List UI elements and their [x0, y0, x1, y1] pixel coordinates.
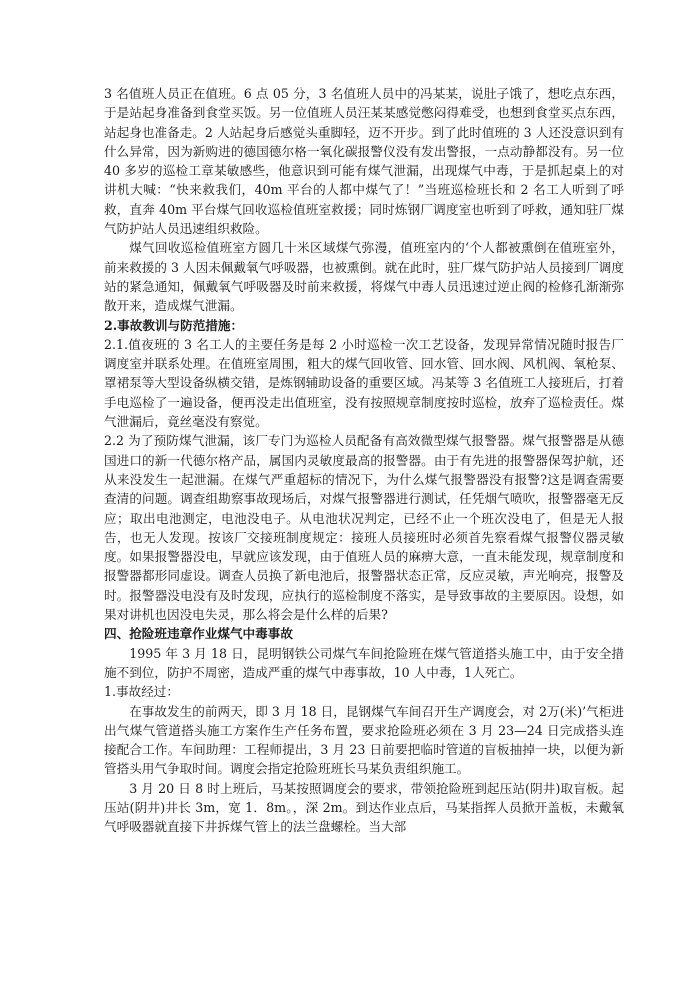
paragraph-dispatch-meeting: 在事故发生的前两天，即 3 月 18 日，昆钢煤气车间召开生产调度会，对 2万(米)’气柜进出气煤气管道搭头施工方案作生产任务布置，要求抢险班必须在 3 月 23—24 日完成搭头连接配合工作。车间助理：工程师提出，3 月 23 日前要把临时管道的盲板抽掉一块，以便为新管搭头用气争取时间。调度会指定抢险班班长马某负责组织施工。	[104, 703, 624, 777]
paragraph-rescue: 煤气回收巡检值班室方圆几十米区域煤气弥漫，值班室内的‘个人都被熏倒在值班室外，前来救援的 3 人因未佩戴氧气呼吸器，也被熏倒。就在此时，驻厂煤气防护站人员接到厂调度站的紧急通知，佩戴氧气呼吸器及时前来救援，将煤气中毒人员迅速过逆止阀的检修孔渐渐弥散开来，造成煤气泄漏。	[104, 240, 624, 314]
section-heading-rescue-team-accident: 四、抢险班违章作业煤气中毒事故	[104, 626, 293, 642]
paragraph-incident-narrative: 3 名值班人员正在值班。6 点 05 分，3 名值班人员中的冯某某，说肚子饿了，想吃点东西，于是站起身准备到食堂买饭。另一位值班人员汪某某感觉憋闷得难受，也想到食堂买点东西，站起身也准备走。2 人站起身后感觉头重脚轻，迈不开步。到了此时值班的 3 人还没意识到有什么异常，因为新购进的德国德尔格一氧化碳报警仪没有发出警报，一点动静都没有。另一位 40 多岁的巡检工章某敏感些，他意识到可能有煤气泄漏，出现煤气中毒，于是抓起桌上的对讲机大喊：“快来救我们，40m 平台的人都中煤气了！”当班巡检班长和 2 名工人听到了呼救，直奔 40m 平台煤气回收巡检值班室救援；同时炼钢厂调度室也听到了呼救，通知驻厂煤气防护站人员迅速组织救险。	[104, 86, 624, 237]
paragraph-accident-summary: 1995 年 3 月 18 日，昆明钢铁公司煤气车间抢险班在煤气管道搭头施工中，由于安全措施不到位，防护不周密，造成严重的煤气中毒事故，10 人中毒，1人死亡。	[104, 645, 624, 680]
paragraph-march-20: 3 月 20 日 8 时上班后，马某按照调度会的要求，带领抢险班到起压站(阴井)取盲板。起压站(阴井)井长 3m，宽 1．8m。，深 2m。到达作业点后，马某指挥人员掀开盖板，未戴氧气呼吸器就直接下井拆煤气管上的法兰盘螺栓。当大部	[104, 780, 624, 835]
section-heading-lessons: 2.事故教训与防范措施：	[104, 317, 244, 333]
subheading-accident-process: 1.事故经过：	[104, 684, 179, 700]
paragraph-lesson-2-2: 2.2 为了预防煤气泄漏，该厂专门为巡检人员配备有高效微型煤气报警器。煤气报警器是从德国进口的新一代德尔格产品，属国内灵敏度最高的报警器。由于有先进的报警器保驾护航，还从来没发生一起泄漏。在煤气严重超标的情况下，为什么煤气报警器没有报警?这是调查需要查清的问题。调查组勘察事故现场后，对煤气报警器进行测试，任凭烟气喷吹，报警器毫无反应；取出电池测定，电池没电子。从电池状况判定，已经不止一个班次没电了，但是无人报告，也无人发现。按该厂交接班制度规定：接班人员接班时必须首先察看煤气报警仪器灵敏度。如果报警器没电，早就应该发现，由于值班人员的麻痹大意，一直未能发现，规章制度和报警器都形同虚设。调查人员换了新电池后，报警器状态正常，反应灵敏，声光响亮，报警及时。报警器没电没有及时发现，应执行的巡检制度不落实，是导致事故的主要原因。设想，如果对讲机也因没电失灵，那么将会是什么样的后果?	[104, 433, 624, 623]
paragraph-lesson-2-1: 2.1.值夜班的 3 名工人的主要任务是每 2 小时巡检一次工艺设备，发现异常情况随时报告厂调度室并联系处理。在值班室周围，粗大的煤气回收管、回水管、回水阀、风机阀、氧枪泵、罩裙泵等大型设备纵横交错，是炼钢辅助设备的重要区域。冯某等 3 名值班工人接班后，打着手电巡检了一遍设备，便再没走出值班室，没有按照规章制度按时巡检，放弃了巡检责任。煤气泄漏后，竟丝毫没有察觉。	[104, 336, 624, 430]
document-page	[104, 84, 624, 837]
